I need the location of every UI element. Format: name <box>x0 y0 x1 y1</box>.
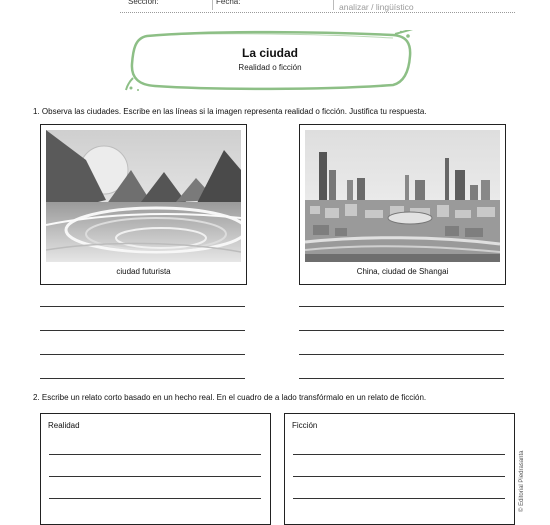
answer-line[interactable] <box>299 330 504 331</box>
realidad-box[interactable] <box>40 413 271 525</box>
answer-line[interactable] <box>40 354 245 355</box>
box-line[interactable] <box>293 498 505 499</box>
page-subtitle: Realidad o ficción <box>238 63 302 72</box>
ficcion-box-title: Ficción <box>292 421 318 430</box>
question-2-text: 2. Escribe un relato corto basado en un hecho real. En el cuadro de a lado transfórmalo en un relato de ficción. <box>33 393 427 402</box>
answer-line[interactable] <box>40 330 245 331</box>
competency-hint: analizar / lingüístico <box>339 2 414 12</box>
header-divider-2 <box>333 0 334 10</box>
answer-line[interactable] <box>40 306 245 307</box>
box-line[interactable] <box>49 476 261 477</box>
question-1-text: 1. Observa las ciudades. Escribe en las líneas si la imagen representa realidad o ficción. Justifica tu respuesta. <box>33 107 427 116</box>
header-dotted-line <box>120 12 515 13</box>
caption-futuristic: ciudad futurista <box>116 267 171 276</box>
box-line[interactable] <box>293 476 505 477</box>
fecha-label: Fecha: <box>216 0 241 6</box>
answer-line[interactable] <box>40 378 245 379</box>
brush-frame-icon <box>125 30 415 92</box>
realidad-box-title: Realidad <box>48 421 80 430</box>
box-line[interactable] <box>49 454 261 455</box>
title-banner <box>125 30 415 92</box>
shanghai-city-image <box>305 130 500 262</box>
answer-line[interactable] <box>299 354 504 355</box>
image-frame-futuristic <box>40 124 247 285</box>
header-divider <box>212 0 213 10</box>
seccion-label: Sección: <box>128 0 159 6</box>
ficcion-box[interactable] <box>284 413 515 525</box>
box-line[interactable] <box>293 454 505 455</box>
futuristic-city-image <box>46 130 241 262</box>
answer-line[interactable] <box>299 306 504 307</box>
page-title: La ciudad <box>241 46 298 60</box>
caption-shanghai: China, ciudad de Shangai <box>356 267 449 276</box>
box-line[interactable] <box>49 498 261 499</box>
image-frame-shanghai <box>299 124 506 285</box>
answer-line[interactable] <box>299 378 504 379</box>
publisher-credit: © Editorial Piedrasanta <box>519 450 525 512</box>
